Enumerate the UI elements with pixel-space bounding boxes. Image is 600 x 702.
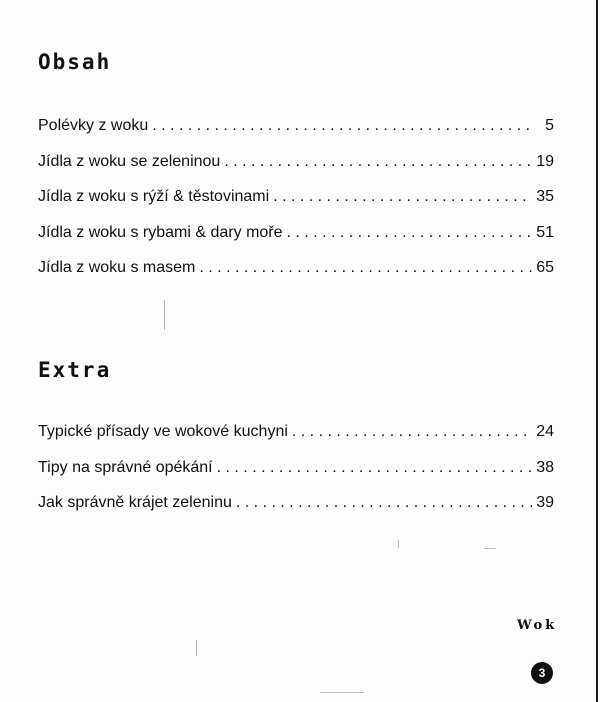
- toc-entry-label: Jídla z woku s rybami & dary moře: [38, 223, 283, 241]
- brand-logo: Wok: [517, 618, 558, 633]
- page-number-badge: 3: [531, 662, 553, 684]
- dot-leader: [199, 256, 532, 280]
- toc-entry[interactable]: [38, 150, 554, 186]
- dot-leader: [292, 420, 532, 444]
- toc-entry[interactable]: [38, 420, 554, 456]
- section-title-extra: Extra: [38, 358, 112, 382]
- toc-list-extra: [38, 420, 554, 527]
- toc-entry[interactable]: [38, 256, 554, 292]
- toc-entry[interactable]: [38, 114, 554, 150]
- toc-entry-page: 35: [536, 188, 554, 205]
- toc-entry-page: 51: [536, 223, 554, 241]
- toc-entry-page: 19: [536, 152, 554, 170]
- page-edge: [596, 0, 598, 702]
- paper-speck: [164, 300, 165, 330]
- toc-entry[interactable]: [38, 456, 554, 492]
- toc-entry[interactable]: [38, 185, 554, 221]
- toc-entry-page: 5: [545, 117, 554, 134]
- dot-leader: [224, 150, 532, 174]
- dot-leader: [217, 456, 533, 480]
- toc-entry-label: Jak správně krájet zeleninu: [38, 494, 232, 511]
- toc-entry[interactable]: [38, 221, 554, 257]
- section-title-obsah: Obsah: [38, 50, 112, 74]
- paper-speck: [484, 548, 496, 549]
- paper-speck: [398, 540, 399, 548]
- toc-entry[interactable]: [38, 491, 554, 527]
- toc-entry-page: 39: [536, 494, 554, 511]
- toc-entry-label: Jídla z woku s rýží & těstovinami: [38, 188, 270, 205]
- toc-list-obsah: [38, 114, 554, 292]
- paper-speck: [320, 692, 364, 693]
- toc-entry-page: 24: [536, 423, 554, 440]
- toc-entry-page: 38: [536, 458, 554, 476]
- toc-entry-label: Jídla z woku se zeleninou: [38, 152, 221, 170]
- dot-leader: [236, 491, 532, 515]
- dot-leader: [287, 221, 533, 245]
- paper-speck: [196, 640, 197, 656]
- dot-leader: [273, 185, 532, 209]
- dot-leader: [152, 114, 534, 138]
- toc-entry-label: Tipy na správné opékání: [38, 458, 213, 476]
- toc-entry-page: 65: [536, 259, 554, 276]
- toc-entry-label: Typické přísady ve wokové kuchyni: [38, 423, 288, 440]
- toc-entry-label: Polévky z woku: [38, 117, 149, 134]
- toc-entry-label: Jídla z woku s masem: [38, 259, 196, 276]
